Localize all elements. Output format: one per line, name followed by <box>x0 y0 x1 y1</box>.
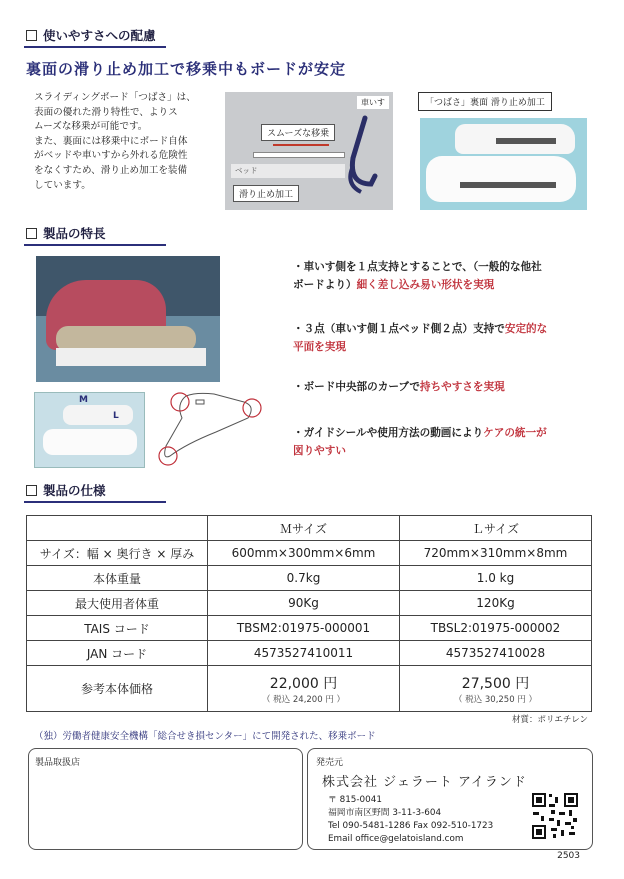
section-header-spec: 製品の仕様 <box>26 481 166 503</box>
feature-item: ・ボード中央部のカーブで持ちやすさを実現 <box>293 381 505 393</box>
board-outline-sketch <box>156 388 264 466</box>
board-shape <box>253 152 345 158</box>
checkbox-icon <box>26 30 37 41</box>
intro-paragraph <box>34 91 214 193</box>
size-l-label: L <box>113 411 119 421</box>
dealer-title: 製品取扱店 <box>35 758 81 768</box>
table-row: サイズ：幅 × 奥行き × 厚み 600mm×300mm×6mm 720mm×310mm×8mm <box>27 541 592 566</box>
intro-line: がベッドや車いすから外れる危険性 <box>34 150 188 162</box>
intro-line: ムーズな移乗が可能です。 <box>34 121 148 133</box>
phone-fax: Tel 090-5481-1286 Fax 092-510-1723 <box>328 821 494 831</box>
developer-note: （独）労働者健康安全機構「総合せき損センター」にて開発された、移乗ボード <box>34 731 376 742</box>
checkbox-icon <box>26 228 37 239</box>
table-row: JAN コード 4573527410011 4573527410028 <box>27 641 592 666</box>
feature-item: ・ガイドシールや使用方法の動画によりケアの統一が 図りやすい <box>293 427 547 457</box>
sizes-photo <box>34 392 145 468</box>
feature-item: ・車いす側を１点支持とすることで、（一般的な他社 ボードより）細く差し込み易い形状を実現 <box>293 261 542 291</box>
email: Email office@gelatoisland.com <box>328 834 464 844</box>
seller-title: 発売元 <box>316 758 344 768</box>
spec-table <box>26 515 592 712</box>
section-header-features: 製品の特長 <box>26 224 166 246</box>
board-underside-photo <box>420 118 587 210</box>
intro-line: をなくすため、滑り止め加工を装備 <box>34 164 188 176</box>
table-row: TAIS コード TBSM2:01975-000001 TBSL2:01975-000002 <box>27 616 592 641</box>
smooth-transfer-label: スムーズな移乗 <box>261 124 335 141</box>
section-header-usability: 使いやすさへの配慮 <box>26 26 166 48</box>
transfer-diagram <box>225 92 393 210</box>
bed-label: ベッド <box>231 164 345 178</box>
usage-photo <box>36 256 220 382</box>
table-header-row: Ｍサイズ Ｌサイズ <box>27 516 592 541</box>
intro-line: また、裏面には移乗中にボード自体 <box>34 135 188 147</box>
dealer-box <box>28 748 303 850</box>
feature-item: ・３点（車いす側１点ベッド側２点）支持で安定的な 平面を実現 <box>293 323 548 353</box>
intro-line: 表面の優れた滑り特性で、よりス <box>34 106 178 118</box>
headline: 裏面の滑り止め加工で移乗中もボードが安定 <box>26 60 347 78</box>
material-note: 材質：ポリエチレン <box>512 715 588 725</box>
table-row: 最大使用者体重 90Kg 120Kg <box>27 591 592 616</box>
document-code: 2503 <box>557 851 580 861</box>
checkbox-icon <box>26 485 37 496</box>
size-m-label: M <box>79 395 88 405</box>
section-underline <box>24 46 166 48</box>
company-name: 株式会社 ジェラート アイランド <box>322 775 527 790</box>
intro-line: スライディングボード「つばさ」は、 <box>34 92 196 103</box>
table-row: 本体重量 0.7kg 1.0 kg <box>27 566 592 591</box>
section-underline <box>24 244 166 246</box>
section-underline <box>24 501 166 503</box>
zip-code: 〒 815-0041 <box>328 795 382 805</box>
table-row-price: 参考本体価格 22,000 円 （ 税込 24,200 円 ） 27,500 円 （ 税込 30,250 円 ） <box>27 666 592 712</box>
transfer-arrow <box>273 144 329 146</box>
intro-line: しています。 <box>34 179 91 191</box>
antislip-label: 滑り止め加工 <box>233 185 299 202</box>
photo-caption: 「つばさ」裏面 滑り止め加工 <box>418 92 552 111</box>
address: 福岡市南区野間 3-11-3-604 <box>328 808 442 818</box>
wheelchair-label: 車いす <box>357 96 389 109</box>
qr-code-icon <box>531 792 579 840</box>
